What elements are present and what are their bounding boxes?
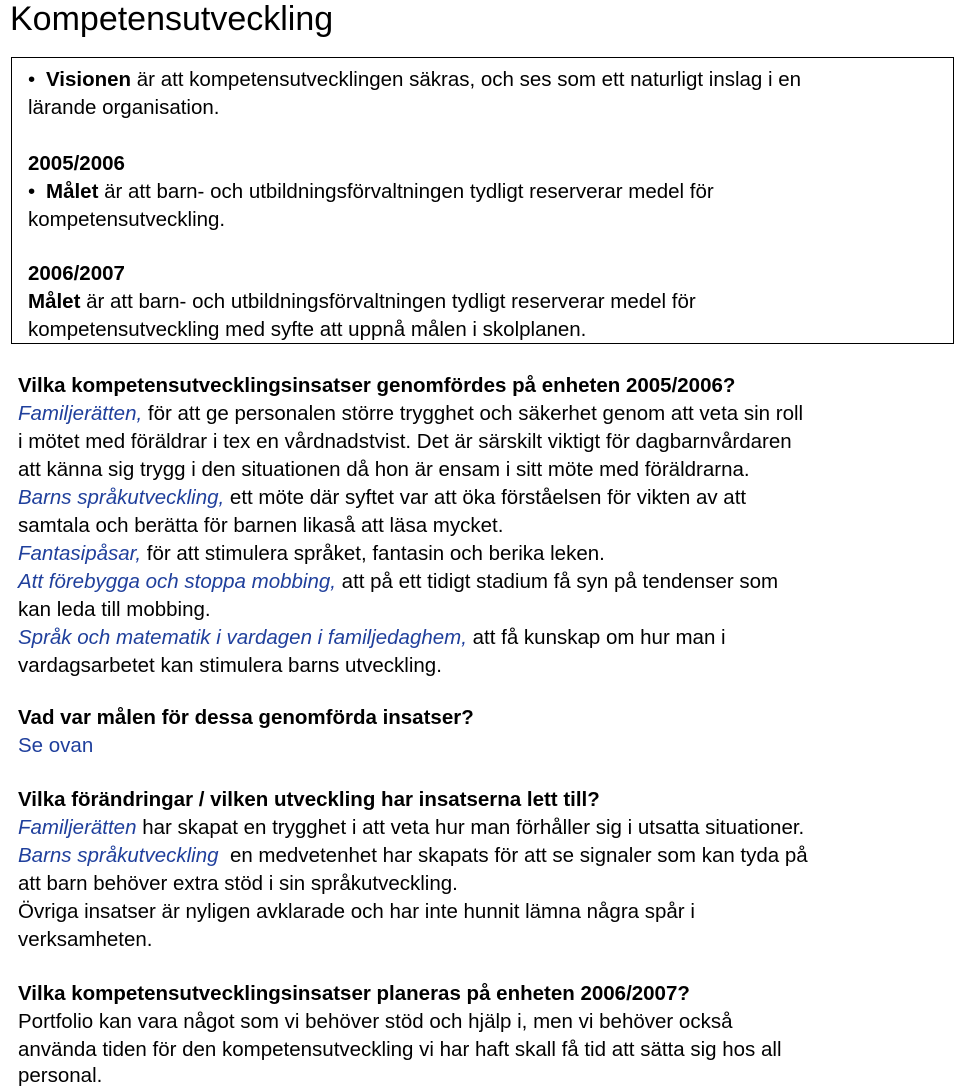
section2-answer: Se ovan bbox=[18, 734, 94, 757]
section1-line-9 bbox=[18, 624, 726, 652]
year-2006-2007: 2006/2007 bbox=[28, 262, 125, 285]
section4-line-2: använda tiden för den kompetensutveckling vi har haft skall få tid att sätta sig hos all bbox=[18, 1038, 782, 1061]
page-title: Kompetensutveckling bbox=[10, 0, 334, 38]
section4-heading: Vilka kompetensutvecklingsinsatser planeras på enheten 2006/2007? bbox=[18, 982, 690, 1005]
section1-line-3: att känna sig trygg i den situationen då hon är ensam i sitt möte med föräldrarna. bbox=[18, 458, 750, 481]
section3-heading: Vilka förändringar / vilken utveckling har insatserna lett till? bbox=[18, 788, 600, 811]
section3-line-1 bbox=[18, 814, 804, 842]
barns-sprakutveckling-label: Barns språkutveckling, bbox=[18, 486, 225, 509]
vision-text-cont: lärande organisation. bbox=[28, 96, 220, 119]
familjeratten-label: Familjerätten bbox=[18, 816, 137, 839]
year-2005-2006: 2005/2006 bbox=[28, 152, 125, 175]
mobbing-label: Att förebygga och stoppa mobbing, bbox=[18, 570, 336, 593]
familjeratten-label: Familjerätten, bbox=[18, 402, 143, 425]
section1-line-10: vardagsarbetet kan stimulera barns utveckling. bbox=[18, 654, 442, 677]
section3-line-5: verksamheten. bbox=[18, 928, 153, 951]
section1-line-1 bbox=[18, 400, 803, 428]
section1-line-8: kan leda till mobbing. bbox=[18, 598, 211, 621]
section1-text: för att stimulera språket, fantasin och berika leken. bbox=[141, 542, 605, 565]
goal1-text: är att barn- och utbildningsförvaltningen tydligt reserverar medel för bbox=[98, 180, 714, 203]
bullet-icon: • bbox=[28, 68, 36, 91]
section1-text: att på ett tidigt stadium få syn på tendenser som bbox=[335, 570, 779, 593]
section4-line-3: personal. bbox=[18, 1064, 103, 1087]
vision-text: är att kompetensutvecklingen säkras, och ses som ett naturligt inslag i en bbox=[131, 68, 802, 91]
section1-line-2: i mötet med föräldrar i tex en vårdnadstvist. Det är särskilt viktigt för dagbarnvårdaren bbox=[18, 430, 792, 453]
sprak-matematik-label: Språk och matematik i vardagen i familjedaghem, bbox=[18, 626, 467, 649]
goal2-text-cont: kompetensutveckling med syfte att uppnå målen i skolplanen. bbox=[28, 318, 587, 341]
section1-text: att få kunskap om hur man i bbox=[466, 626, 726, 649]
section1-heading: Vilka kompetensutvecklingsinsatser genomfördes på enheten 2005/2006? bbox=[18, 374, 736, 397]
section1-line-4 bbox=[18, 484, 746, 512]
goal1-line bbox=[28, 178, 714, 206]
goal2-label: Målet bbox=[28, 290, 81, 313]
vision-label: Visionen bbox=[46, 68, 132, 91]
section1-line-7 bbox=[18, 568, 778, 596]
section3-line-4: Övriga insatser är nyligen avklarade och har inte hunnit lämna några spår i bbox=[18, 900, 695, 923]
vision-line bbox=[28, 66, 801, 94]
section3-text: en medvetenhet har skapats för att se signaler som kan tyda på bbox=[218, 844, 808, 867]
goal2-line bbox=[28, 288, 696, 316]
bullet-icon: • bbox=[28, 180, 36, 203]
goal2-text: är att barn- och utbildningsförvaltningen tydligt reserverar medel för bbox=[80, 290, 696, 313]
fantasipasar-label: Fantasipåsar, bbox=[18, 542, 142, 565]
section2-heading: Vad var målen för dessa genomförda insatser? bbox=[18, 706, 474, 729]
barns-sprakutveckling-label: Barns språkutveckling bbox=[18, 844, 219, 867]
section1-text: ett möte där syftet var att öka förståelsen för vikten av att bbox=[224, 486, 747, 509]
section1-text: för att ge personalen större trygghet och säkerhet genom att veta sin roll bbox=[142, 402, 804, 425]
section3-line-2 bbox=[18, 842, 808, 870]
goal1-text-cont: kompetensutveckling. bbox=[28, 208, 226, 231]
section4-line-1: Portfolio kan vara något som vi behöver stöd och hjälp i, men vi behöver också bbox=[18, 1010, 733, 1033]
goal1-label: Målet bbox=[46, 180, 99, 203]
section3-line-3: att barn behöver extra stöd i sin språkutveckling. bbox=[18, 872, 458, 895]
section1-line-6 bbox=[18, 540, 605, 568]
section3-text: har skapat en trygghet i att veta hur man förhåller sig i utsatta situationer. bbox=[136, 816, 805, 839]
section1-line-5: samtala och berätta för barnen likaså att läsa mycket. bbox=[18, 514, 504, 537]
